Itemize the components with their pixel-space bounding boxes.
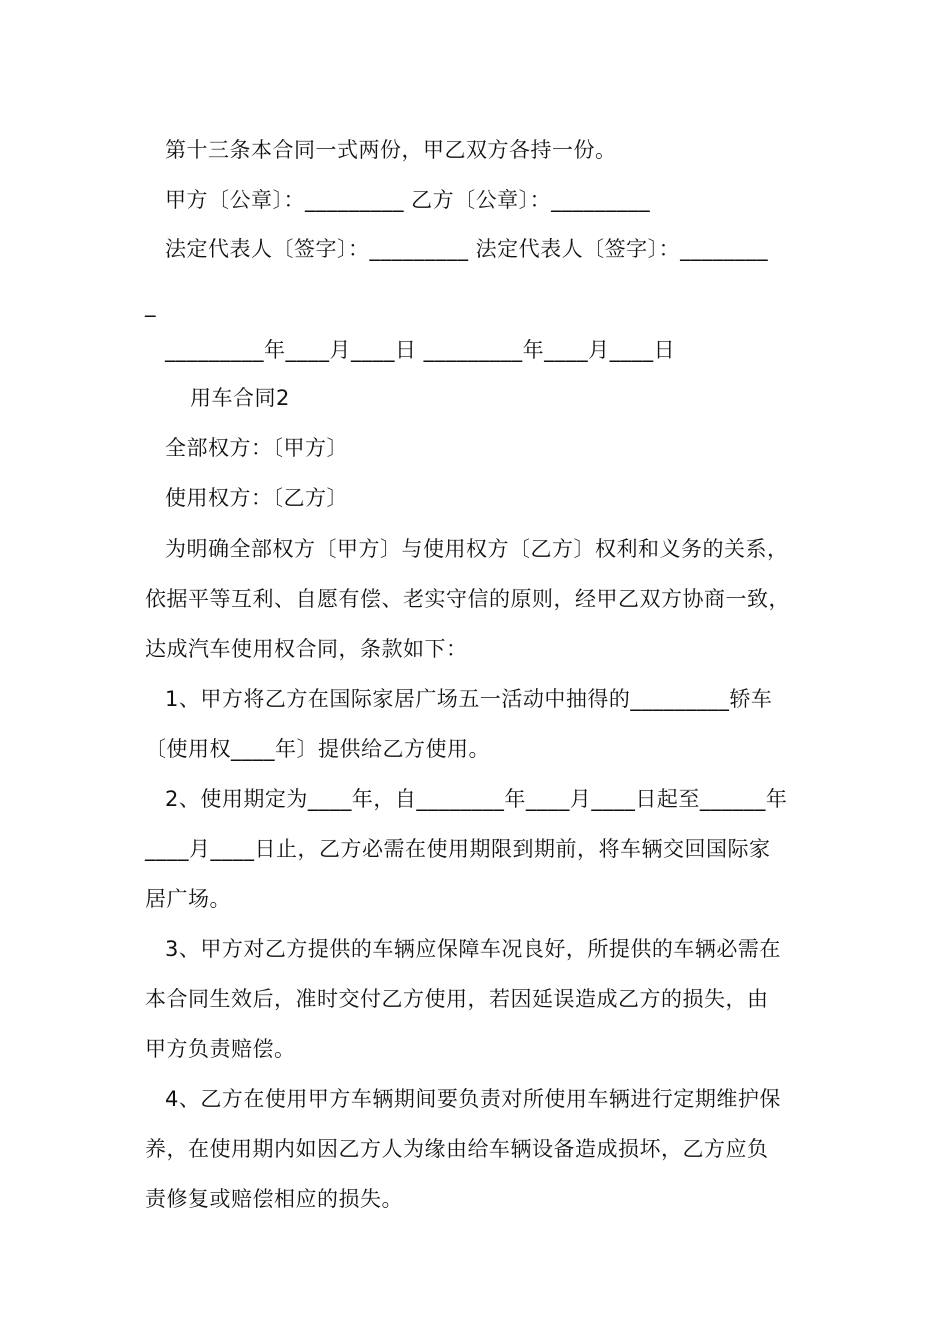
preamble-line-2: 依据平等互利、自愿有偿、老实守信的原则，经甲乙双方协商一致， [145,587,790,611]
clause-3-line-2: 本合同生效后，准时交付乙方使用，若因延误造成乙方的损失，由 [145,987,769,1011]
clause-3-line-1: 3、甲方对乙方提供的车辆应保障车况良好，所提供的车辆必需在 [165,937,781,961]
preamble-line-3: 达成汽车使用权合同，条款如下： [145,637,468,661]
clause-2-line-1: 2、使用期定为____年，自________年____月____日起至______年 [165,787,788,811]
contract-title: 用车合同2 [190,386,290,410]
owner-party-line: 全部权方：〔甲方〕 [165,436,348,460]
clause-4-line-2: 养，在使用期内如因乙方人为缘由给车辆设备造成损坏，乙方应负 [145,1137,769,1161]
clause-2-line-3: 居广场。 [145,887,231,911]
user-party-line: 使用权方：〔乙方〕 [165,486,348,510]
seal-line: 甲方〔公章〕：_________ 乙方〔公章〕：_________ [165,188,651,212]
clause-4-line-1: 4、乙方在使用甲方车辆期间要负责对所使用车辆进行定期维护保 [165,1087,781,1111]
signature-underline-overflow: _ [145,293,156,317]
clause-1-line-1: 1、甲方将乙方在国际家居广场五一活动中抽得的_________轿车 [165,687,773,711]
date-line: _________年____月____日 _________年____月____日 [165,338,676,362]
clause-2-line-2: ____月____日止，乙方必需在使用期限到期前，将车辆交回国际家 [145,837,771,861]
clause-4-line-3: 责修复或赔偿相应的损失。 [145,1187,403,1211]
preamble-line-1: 为明确全部权方〔甲方〕与使用权方〔乙方〕权利和义务的关系， [165,537,789,561]
clause-13-text: 第十三条本合同一式两份，甲乙双方各持一份。 [165,138,617,162]
legal-rep-signature-line: 法定代表人〔签字〕：_________ 法定代表人〔签字〕：________ [165,237,769,261]
clause-1-line-2: 〔使用权____年〕提供给乙方使用。 [145,737,490,761]
clause-3-line-3: 甲方负责赔偿。 [145,1037,296,1061]
